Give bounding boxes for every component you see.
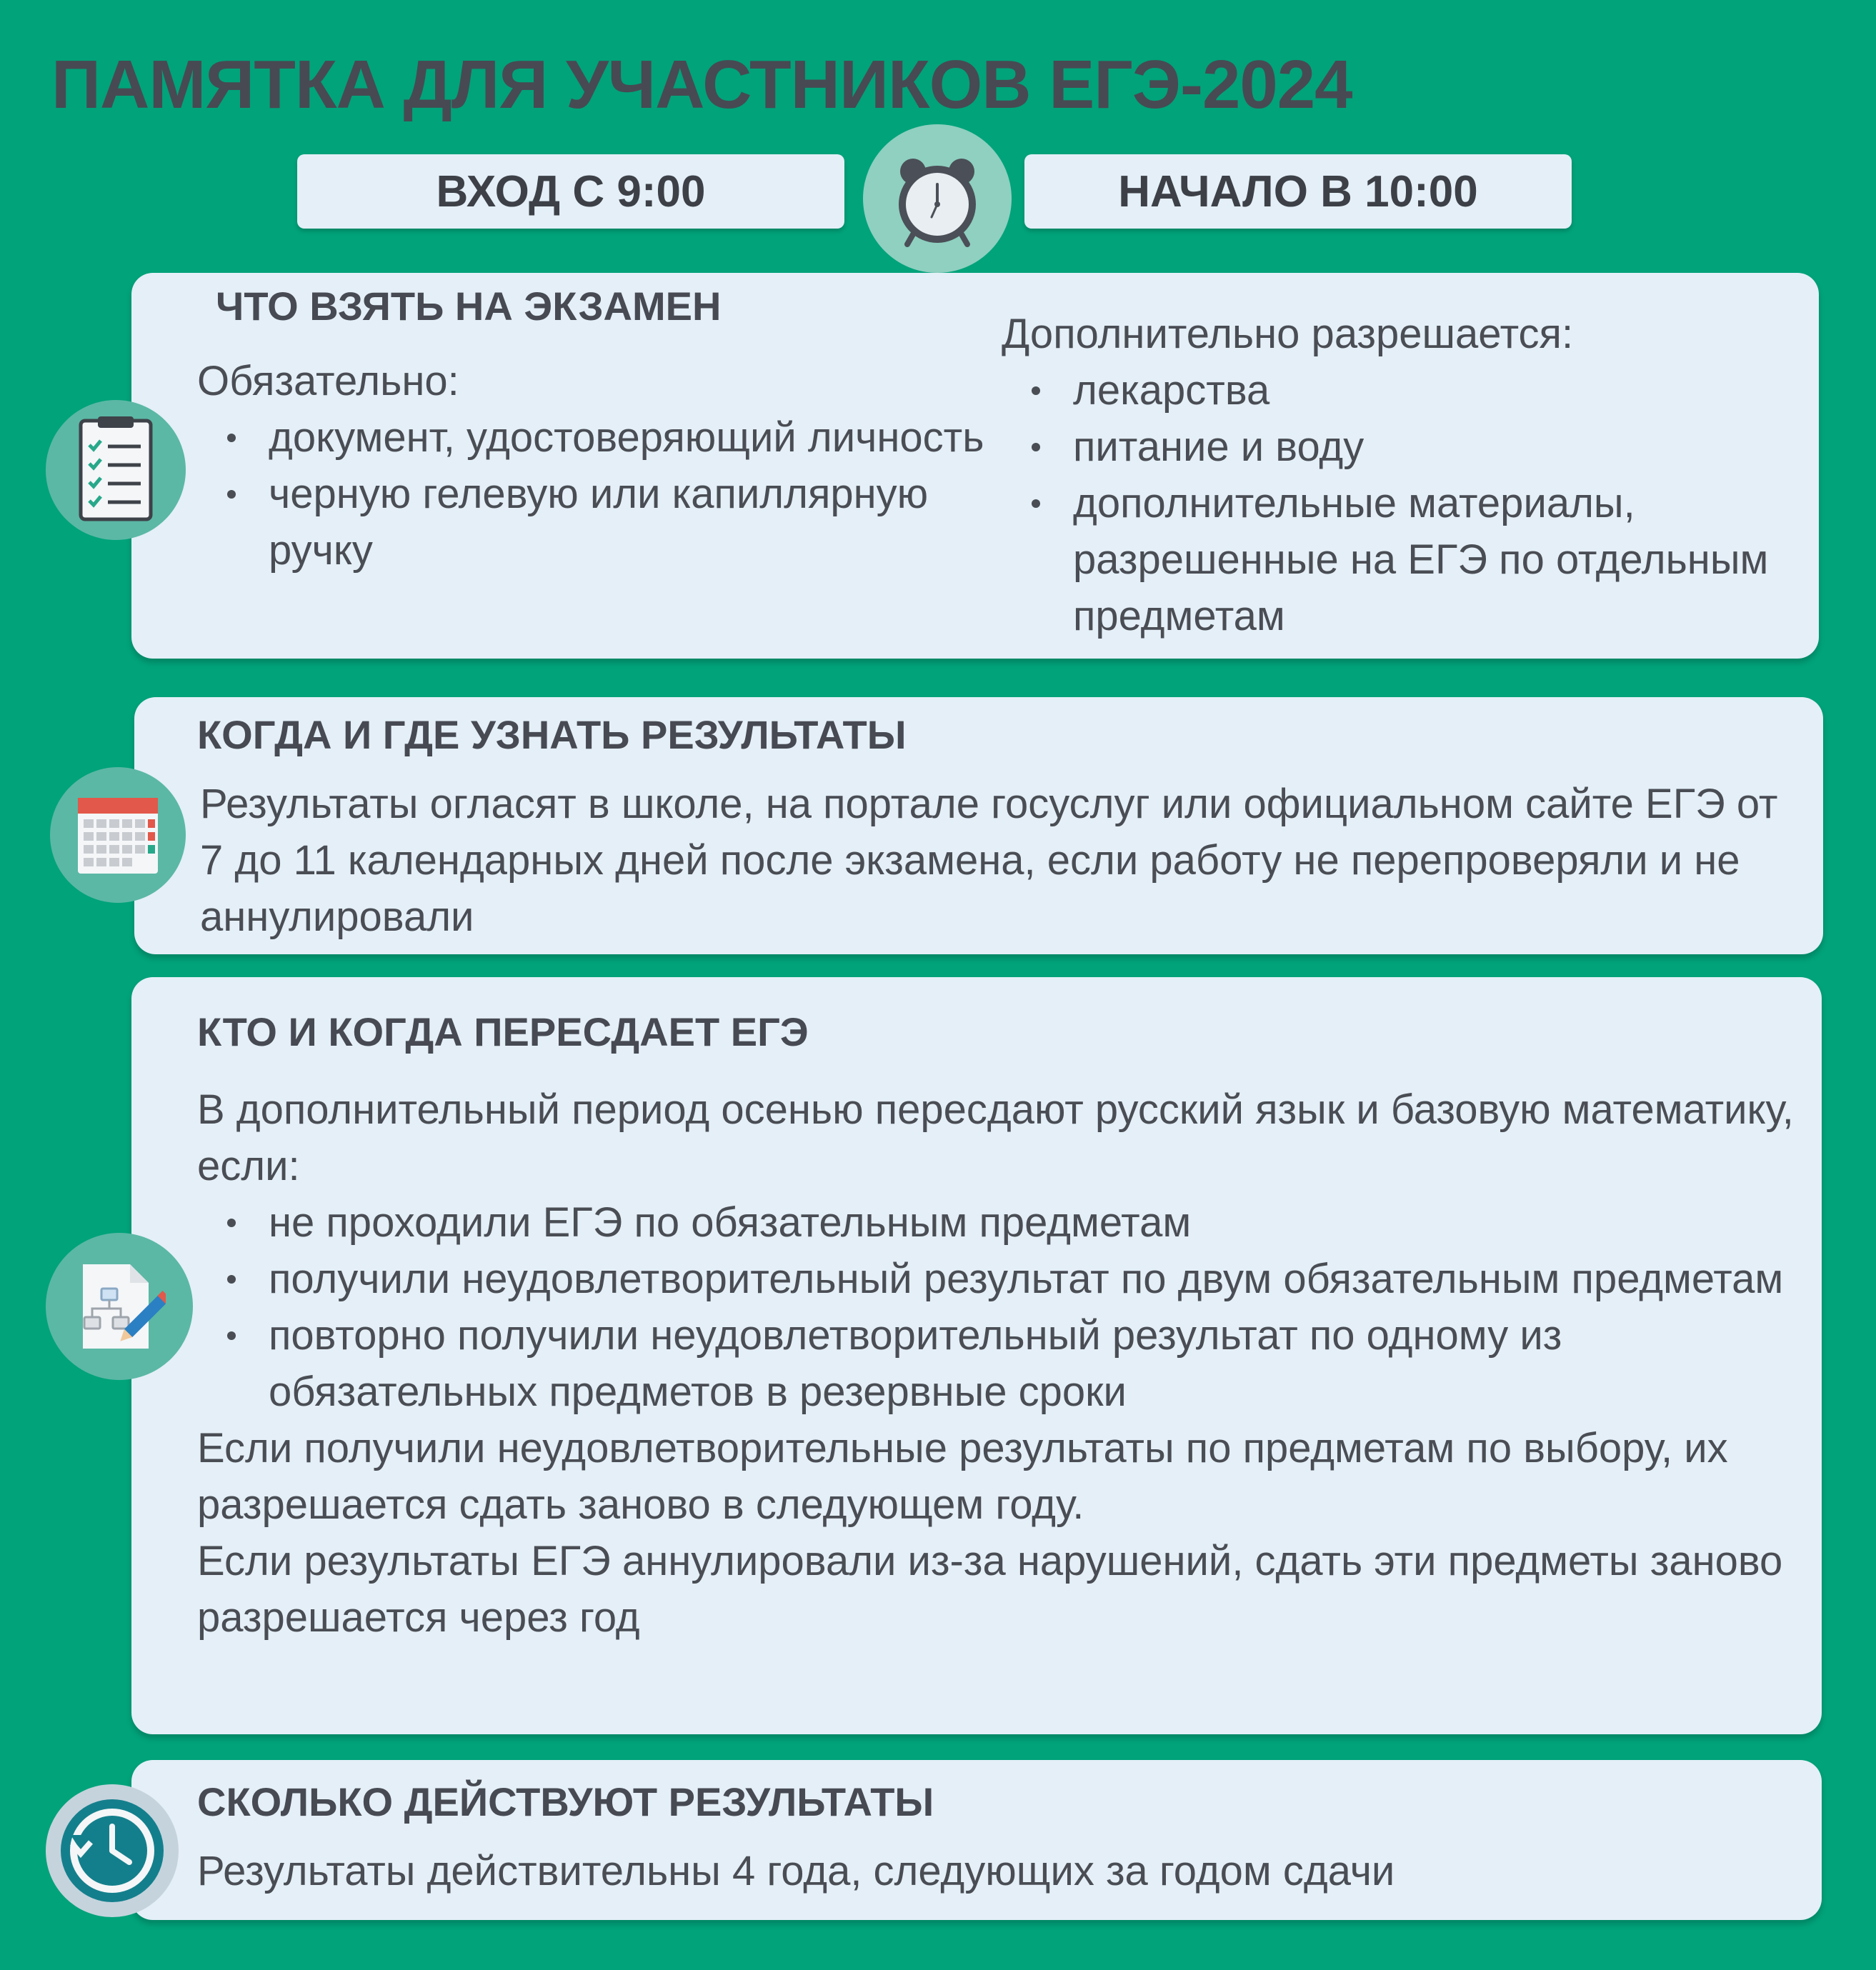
entry-time-box — [297, 154, 844, 229]
list-item: лекарства — [1002, 362, 1787, 419]
start-time-box — [1024, 154, 1572, 229]
list-item: повторно получили неудовлетворительный результат по одному из обязательных предметов в резервные сроки — [197, 1307, 1805, 1420]
list-item: не проходили ЕГЭ по обязательным предметам — [197, 1194, 1805, 1251]
results-when-card — [134, 697, 1823, 954]
retake-paragraph-annulled: Если результаты ЕГЭ аннулировали из-за нарушений, сдать эти предметы заново разрешается через год — [197, 1538, 1783, 1641]
retake-paragraph-elective: Если получили неудовлетворительные результаты по предметам по выбору, их разрешается сдать заново в следующем году. — [197, 1425, 1728, 1528]
list-item: черную гелевую или капиллярную ручку — [197, 466, 1012, 579]
start-time-label: НАЧАЛО В 10:00 — [1118, 166, 1478, 216]
document-pencil-icon — [46, 1233, 193, 1380]
required-list — [197, 409, 1012, 579]
list-item: дополнительные материалы, разрешенные на ЕГЭ по отдельным предметам — [1002, 475, 1787, 644]
retake-card — [131, 977, 1822, 1734]
alarm-clock-icon — [863, 124, 1012, 273]
page-title: ПАМЯТКА ДЛЯ УЧАСТНИКОВ ЕГЭ-2024 — [51, 46, 1352, 123]
what-to-take-card — [131, 273, 1819, 659]
required-section — [197, 353, 1012, 579]
allowed-section — [1002, 306, 1787, 644]
retake-intro: В дополнительный период осенью пересдают русский язык и базовую математику, если: — [197, 1086, 1794, 1189]
what-to-take-heading: ЧТО ВЗЯТЬ НА ЭКЗАМЕН — [216, 284, 722, 329]
allowed-list — [1002, 362, 1787, 644]
checklist-icon — [46, 400, 186, 540]
validity-heading: СКОЛЬКО ДЕЙСТВУЮТ РЕЗУЛЬТАТЫ — [197, 1779, 934, 1824]
list-item: питание и воду — [1002, 419, 1787, 475]
list-item: документ, удостоверяющий личность — [197, 409, 1012, 466]
list-item: получили неудовлетворительный результат по двум обязательным предметам — [197, 1251, 1805, 1307]
allowed-label: Дополнительно разрешается: — [1002, 311, 1574, 357]
retake-body — [197, 1081, 1805, 1646]
calendar-icon — [50, 767, 186, 903]
required-label: Обязательно: — [197, 358, 459, 404]
retake-heading: КТО И КОГДА ПЕРЕСДАЕТ ЕГЭ — [197, 1009, 809, 1054]
results-when-text: Результаты огласят в школе, на портале госуслуг или официальном сайте ЕГЭ от 7 до 11 календарных дней после экзамена, если работу не перепроверяли и не аннулировали — [200, 781, 1778, 940]
validity-card — [131, 1760, 1822, 1920]
retake-list — [197, 1194, 1805, 1420]
history-clock-icon — [46, 1784, 179, 1917]
validity-text: Результаты действительны 4 года, следующих за годом сдачи — [197, 1848, 1395, 1894]
results-when-heading: КОГДА И ГДЕ УЗНАТЬ РЕЗУЛЬТАТЫ — [197, 712, 907, 757]
entry-time-label: ВХОД С 9:00 — [436, 166, 706, 216]
